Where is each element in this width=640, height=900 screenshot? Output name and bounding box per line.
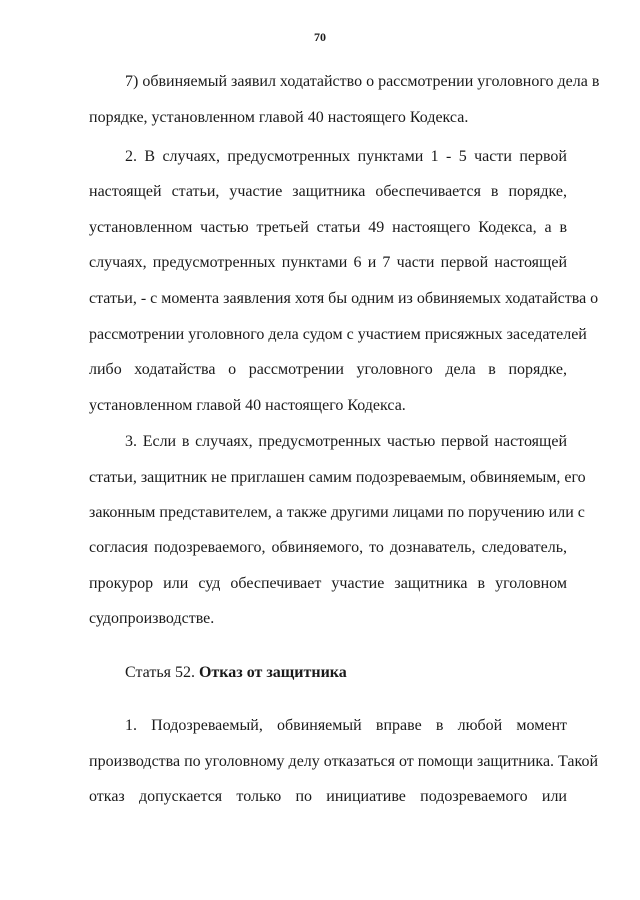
page-number: 70 (314, 30, 326, 44)
text-line: статьи, защитник не приглашен самим подозреваемым, обвиняемым, его (89, 469, 586, 486)
text-line: случаях, предусмотренных пунктами 6 и 7 части первой настоящей (89, 254, 567, 271)
text-line: законным представителем, а также другими лицами по поручению или с (89, 504, 585, 521)
text-line: либо ходатайства о рассмотрении уголовного дела в порядке, (89, 361, 567, 378)
text-line: установленном частью третьей статьи 49 настоящего Кодекса, а в (89, 219, 567, 236)
text-line: 2. В случаях, предусмотренных пунктами 1 - 5 части первой (125, 148, 567, 165)
text-line: прокурор или суд обеспечивает участие защитника в уголовном (89, 575, 567, 592)
text-line: 7) обвиняемый заявил ходатайство о рассмотрении уголовного дела в (125, 73, 600, 90)
text-line: 3. Если в случаях, предусмотренных частью первой настоящей (125, 433, 567, 450)
text-line: производства по уголовному делу отказаться от помощи защитника. Такой (89, 753, 599, 770)
text-line: порядке, установленном главой 40 настоящего Кодекса. (89, 109, 469, 126)
article-number: Статья 52. (125, 664, 195, 681)
text-line: настоящей статьи, участие защитника обеспечивается в порядке, (89, 183, 567, 200)
article-heading (125, 663, 347, 683)
text-line: судопроизводстве. (89, 610, 215, 627)
text-line: 1. Подозреваемый, обвиняемый вправе в любой момент (125, 717, 567, 734)
text-line: установленном главой 40 настоящего Кодекса. (89, 397, 406, 414)
text-line: статьи, - с момента заявления хотя бы одним из обвиняемых ходатайства о (89, 290, 599, 307)
text-line: отказ допускается только по инициативе подозреваемого или (89, 788, 567, 805)
article-title: Отказ от защитника (198, 664, 347, 681)
text-line: рассмотрении уголовного дела судом с участием присяжных заседателей (89, 326, 587, 343)
text-line: согласия подозреваемого, обвиняемого, то дознаватель, следователь, (89, 539, 567, 556)
